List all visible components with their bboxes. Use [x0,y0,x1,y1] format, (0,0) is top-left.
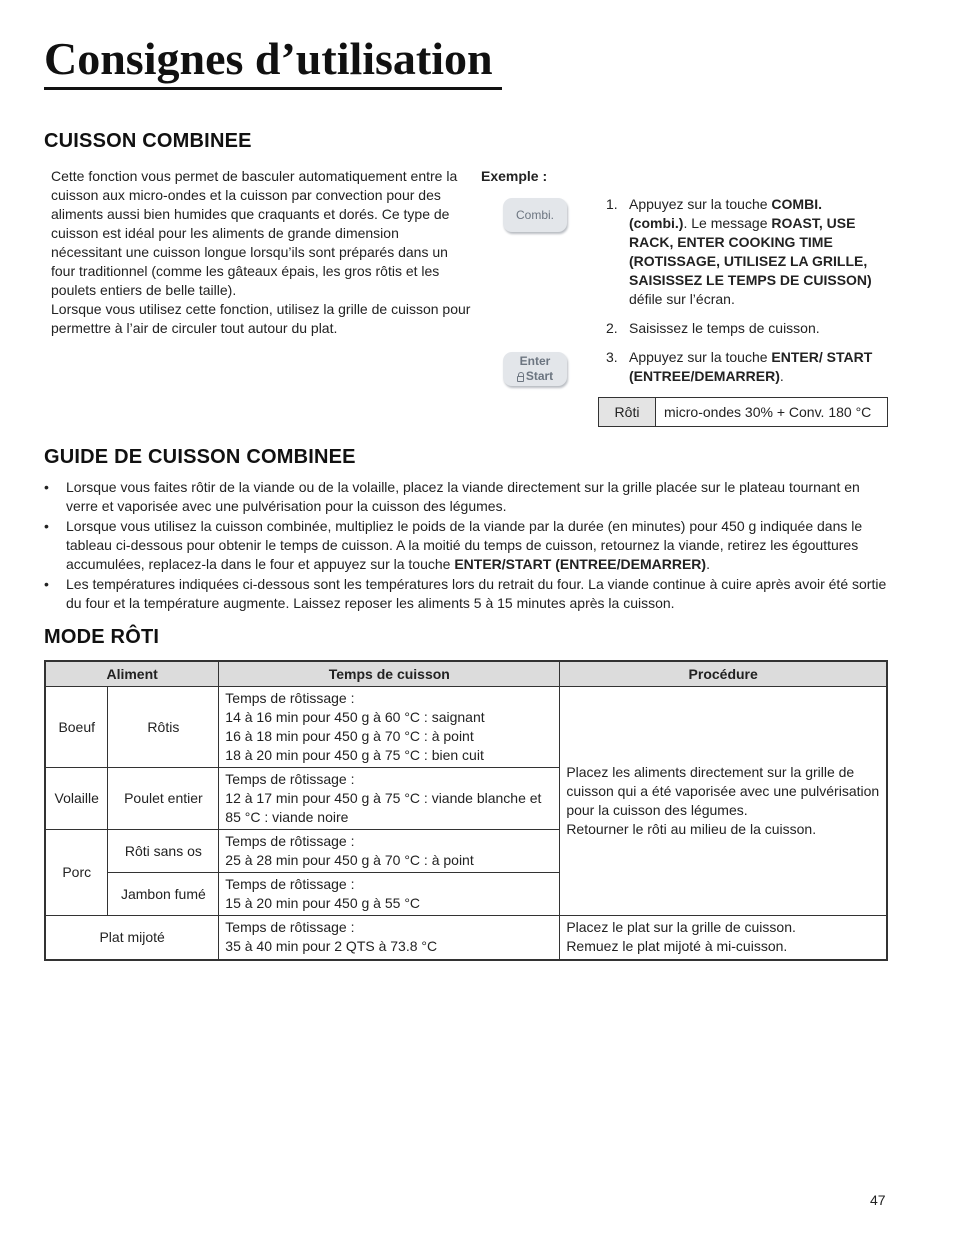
step-key-name: COMBI. (combi.) [629,196,822,231]
step-text [629,195,881,309]
time-line: 25 à 28 min pour 450 g à 70 °C : à point [225,852,474,868]
item-cell: Rôtis [108,687,219,768]
time-cell [219,830,560,873]
table-row [45,916,887,960]
step-text: Saisissez le temps de cuisson. [629,320,820,336]
combi-key-label: Combi. [515,208,554,222]
title-underline [44,87,502,90]
section-heading-guide: GUIDE DE CUISSON COMBINEE [44,446,356,468]
intro-text [51,167,471,338]
time-line: 14 à 16 min pour 450 g à 60 °C : saignant [225,709,485,725]
procedure-line: Remuez le plat mijoté à mi-cuisson. [566,938,788,955]
start-key-label: Start [525,369,554,383]
procedure-cell [560,916,887,960]
time-cell [219,916,560,960]
table-header-row [45,661,887,687]
example-settings-table [598,397,888,427]
table-row [599,398,888,427]
enter-key-label: Enter [519,354,551,368]
section-heading-cuisson-combinee: CUISSON COMBINEE [44,130,252,152]
combi-key-icon [503,198,567,232]
bullet-text: . [706,556,710,572]
list-item [44,517,889,574]
step-message: ROAST, USE RACK, ENTER COOKING TIME (ROTISSAGE, UTILISEZ LA GRILLE, SAISISSEZ LE TEMPS DE CUISSON) [629,215,872,288]
step-number: 1. [606,196,618,212]
time-line: Temps de rôtissage : [225,771,355,787]
step-number: 2. [606,320,618,336]
time-line: Temps de rôtissage : [225,919,355,936]
category-cell: Plat mijoté [45,916,219,960]
bullet-text: Lorsque vous utilisez la cuisson combinée, multipliez le poids de la viande par la durée (en minutes) pour 450 g indiquée dans le tableau ci-dessous pour obtenir le temps de cuisson. A la moitié du temps de cuisson, retournez la viande, retirez les égouttures accumulées, replacez-la dans le four et appuyez sur la touche [66,518,863,572]
example-setting-value: micro-ondes 30% + Conv. 180 °C [656,398,888,427]
item-cell: Rôti sans os [108,830,219,873]
time-line: Temps de rôtissage : [225,690,355,706]
time-cell [219,768,560,830]
intro-paragraph-1: Cette fonction vous permet de basculer automatiquement entre la cuisson aux micro-ondes et la cuisson par convection pour des aliments aussi bien humides que craquants et dorés. Ce type de cuisson est idéal pour les aliments de grande dimension nécessitant une cuisson longue lorsqu’ils sont préparés dans un four traditionnel (comme les gâteaux épais, les gros rôtis et les poulets entiers de belle taille). [51,168,458,298]
list-item: • Lorsque vous faites rôtir de la viande ou de la volaille, placez la viande directement sur la grille placée sur le plateau tournant en verre et vaporisée avec une pulvérisation pour la cuisson des légumes. [44,478,889,516]
time-line: Temps de rôtissage : [225,876,355,892]
category-cell: Boeuf [45,687,108,768]
time-line: 35 à 40 min pour 2 QTS à 73.8 °C [225,938,438,955]
table-row [45,687,887,768]
step-text-part: défile sur l’écran. [629,291,735,307]
time-line: 16 à 18 min pour 450 g à 70 °C : à point [225,728,474,744]
list-item: • Les températures indiquées ci-dessous sont les températures lors du retrait du four. La viande continue à cuire après avoir été sortie du four et la température augmente. Laissez reposer les aliments 5 à 15 minutes après la cuisson. [44,575,889,613]
time-cell [219,873,560,916]
page-number: 47 [870,1192,886,1208]
step-key-name: ENTER/ START (ENTREE/DEMARRER) [629,349,873,384]
step-text-part: Appuyez sur la touche [629,196,772,212]
step-text-part: Appuyez sur la touche [629,349,772,365]
time-cell [219,687,560,768]
intro-paragraph-2: Lorsque vous utilisez cette fonction, utilisez la grille de cuisson pour permettre à l’air de circuler tout autour du plat. [51,301,471,336]
column-header-aliment: Aliment [45,661,219,687]
procedure-line: Placez le plat sur la grille de cuisson. [566,919,796,936]
time-line: 12 à 17 min pour 450 g à 75 °C : viande blanche et 85 °C : viande noire [225,790,542,825]
procedure-line: Placez les aliments directement sur la grille de cuisson qui a été vaporisée avec une pulvérisation pour la cuisson des légumes. [566,764,880,818]
procedure-cell [560,687,887,916]
step-number: 3. [606,349,618,365]
step-text [629,348,881,386]
start-key-row [517,369,553,384]
section-heading-mode-roti: MODE RÔTI [44,626,160,648]
step-text-part: . Le message [683,215,772,231]
item-cell: Poulet entier [108,768,219,830]
guide-bullet-list [44,478,889,614]
column-header-procedure: Procédure [560,661,887,687]
bullet-key-name: ENTER/START (ENTREE/DEMARRER) [454,556,707,572]
category-cell: Porc [45,830,108,916]
category-cell: Volaille [45,768,108,830]
mode-roti-table [44,660,888,961]
item-cell: Jambon fumé [108,873,219,916]
procedure-line: Retourner le rôti au milieu de la cuisson. [566,821,817,837]
time-line: Temps de rôtissage : [225,833,355,849]
example-food-label: Rôti [599,398,656,427]
page-title: Consignes d’utilisation [44,33,493,84]
example-label: Exemple : [481,168,548,184]
time-line: 15 à 20 min pour 450 g à 55 °C [225,895,421,911]
lock-icon [517,376,524,382]
column-header-temps: Temps de cuisson [219,661,560,687]
step-text-part: . [779,368,784,384]
enter-start-key-icon [503,352,567,386]
time-line: 18 à 20 min pour 450 g à 75 °C : bien cuit [225,747,484,763]
